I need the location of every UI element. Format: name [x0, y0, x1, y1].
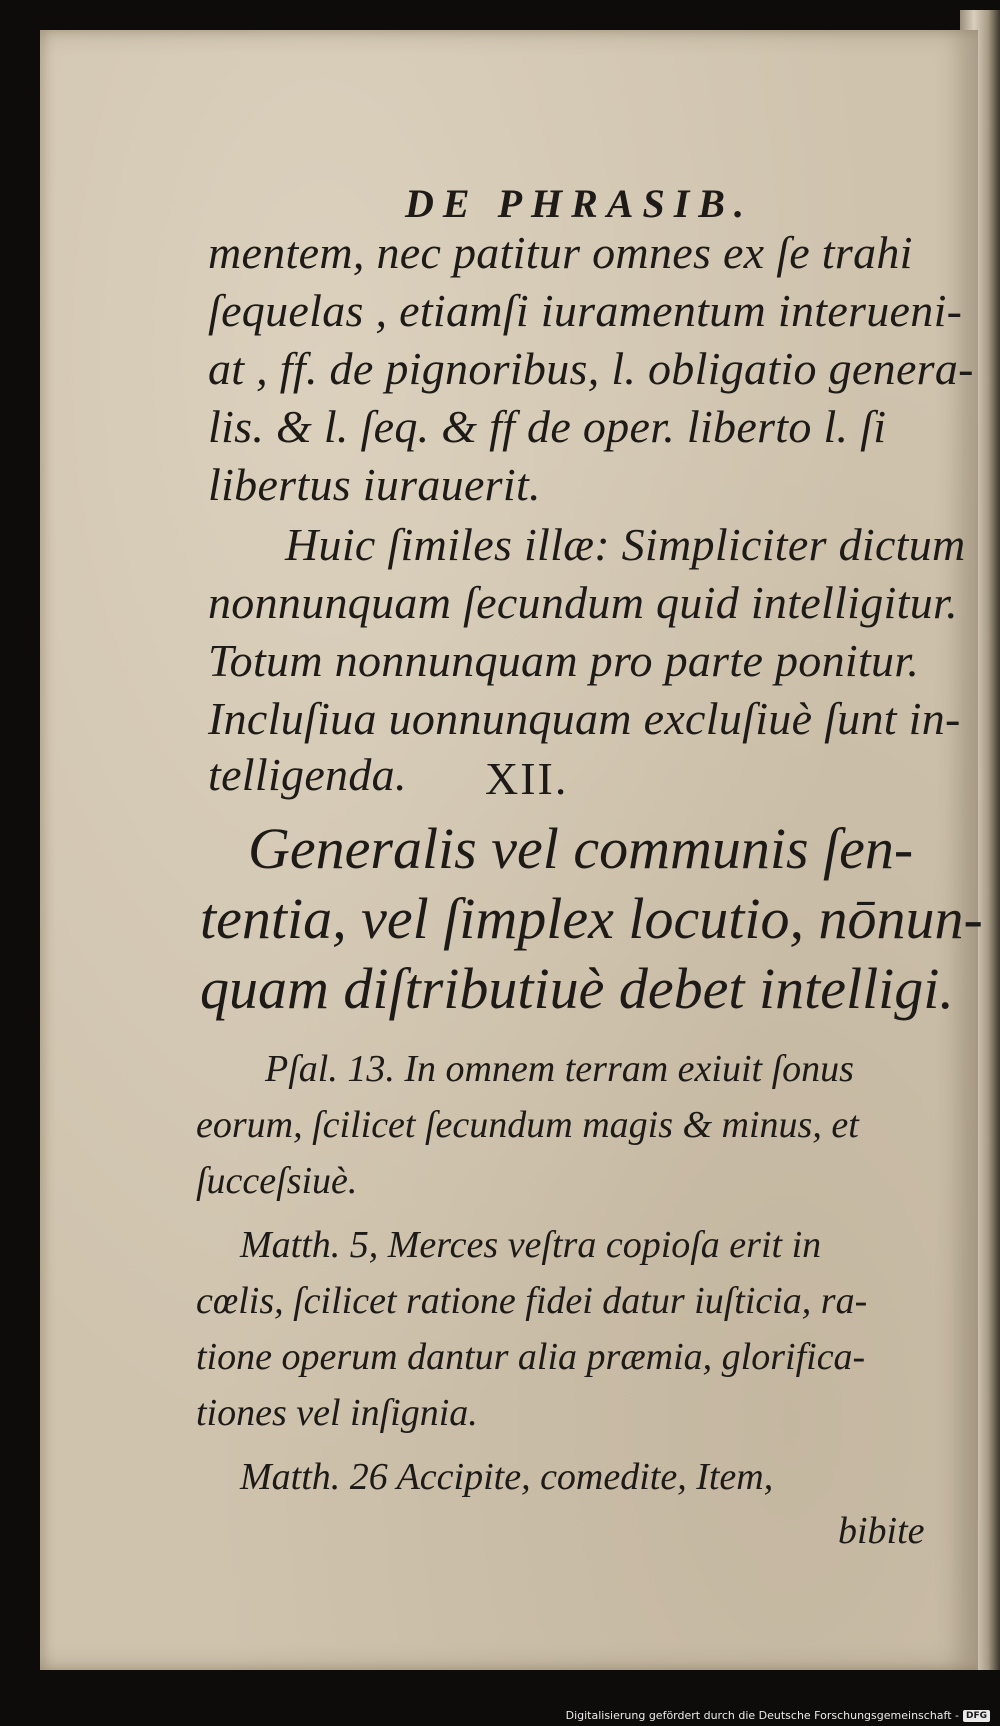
rule-line: Generalis vel communis ſen- — [248, 816, 914, 881]
catchword: bibite — [838, 1510, 925, 1552]
body-line: at , ff. de pignoribus, l. obligatio genera- — [208, 343, 974, 394]
body-line: nonnunquam ſecundum quid intelligitur. — [208, 577, 958, 628]
example-line: Pſal. 13. In omnem terram exiuit ſonus — [265, 1048, 854, 1090]
body-line: lis. & l. ſeq. & ff de oper. liberto l. ſi — [208, 401, 887, 452]
footer-text: Digitalisierung gefördert durch die Deutsche Forschungsgemeinschaft - — [565, 1709, 959, 1722]
body-line: Huic ſimiles illæ: Simpliciter dictum — [285, 519, 966, 570]
body-line: telligenda. — [208, 749, 407, 800]
example-line: tiones vel inſignia. — [196, 1392, 478, 1434]
book-page — [40, 30, 983, 1670]
body-line: Totum nonnunquam pro parte ponitur. — [208, 635, 920, 686]
example-line: Matth. 26 Accipite, comedite, Item, — [240, 1456, 774, 1498]
section-number: XII. — [485, 753, 569, 804]
example-line: eorum, ſcilicet ſecundum magis & minus, et — [196, 1104, 859, 1146]
running-header: DE PHRASIB. — [405, 181, 753, 226]
example-line: tione operum dantur alia præmia, glorifica- — [196, 1336, 866, 1378]
rule-line: tentia, vel ſimplex locutio, nōnun- — [200, 886, 983, 951]
body-line: ſequelas , etiamſi iuramentum interueni- — [208, 285, 963, 336]
dfg-logo-icon: DFG — [963, 1710, 990, 1722]
digitization-credit — [566, 1709, 990, 1722]
page-text — [40, 30, 983, 1670]
example-line: Matth. 5, Merces veſtra copioſa erit in — [240, 1224, 822, 1266]
rule-line: quam diſtributiuè debet intelligi. — [200, 956, 954, 1021]
body-line: libertus iurauerit. — [208, 459, 541, 510]
example-line: ſucceſsiuè. — [196, 1160, 358, 1202]
example-line: cœlis, ſcilicet ratione fidei datur iuſticia, ra- — [196, 1280, 868, 1322]
body-line: mentem, nec patitur omnes ex ſe trahi — [208, 227, 913, 278]
body-line: Incluſiua uonnunquam excluſiuè ſunt in- — [208, 693, 961, 744]
